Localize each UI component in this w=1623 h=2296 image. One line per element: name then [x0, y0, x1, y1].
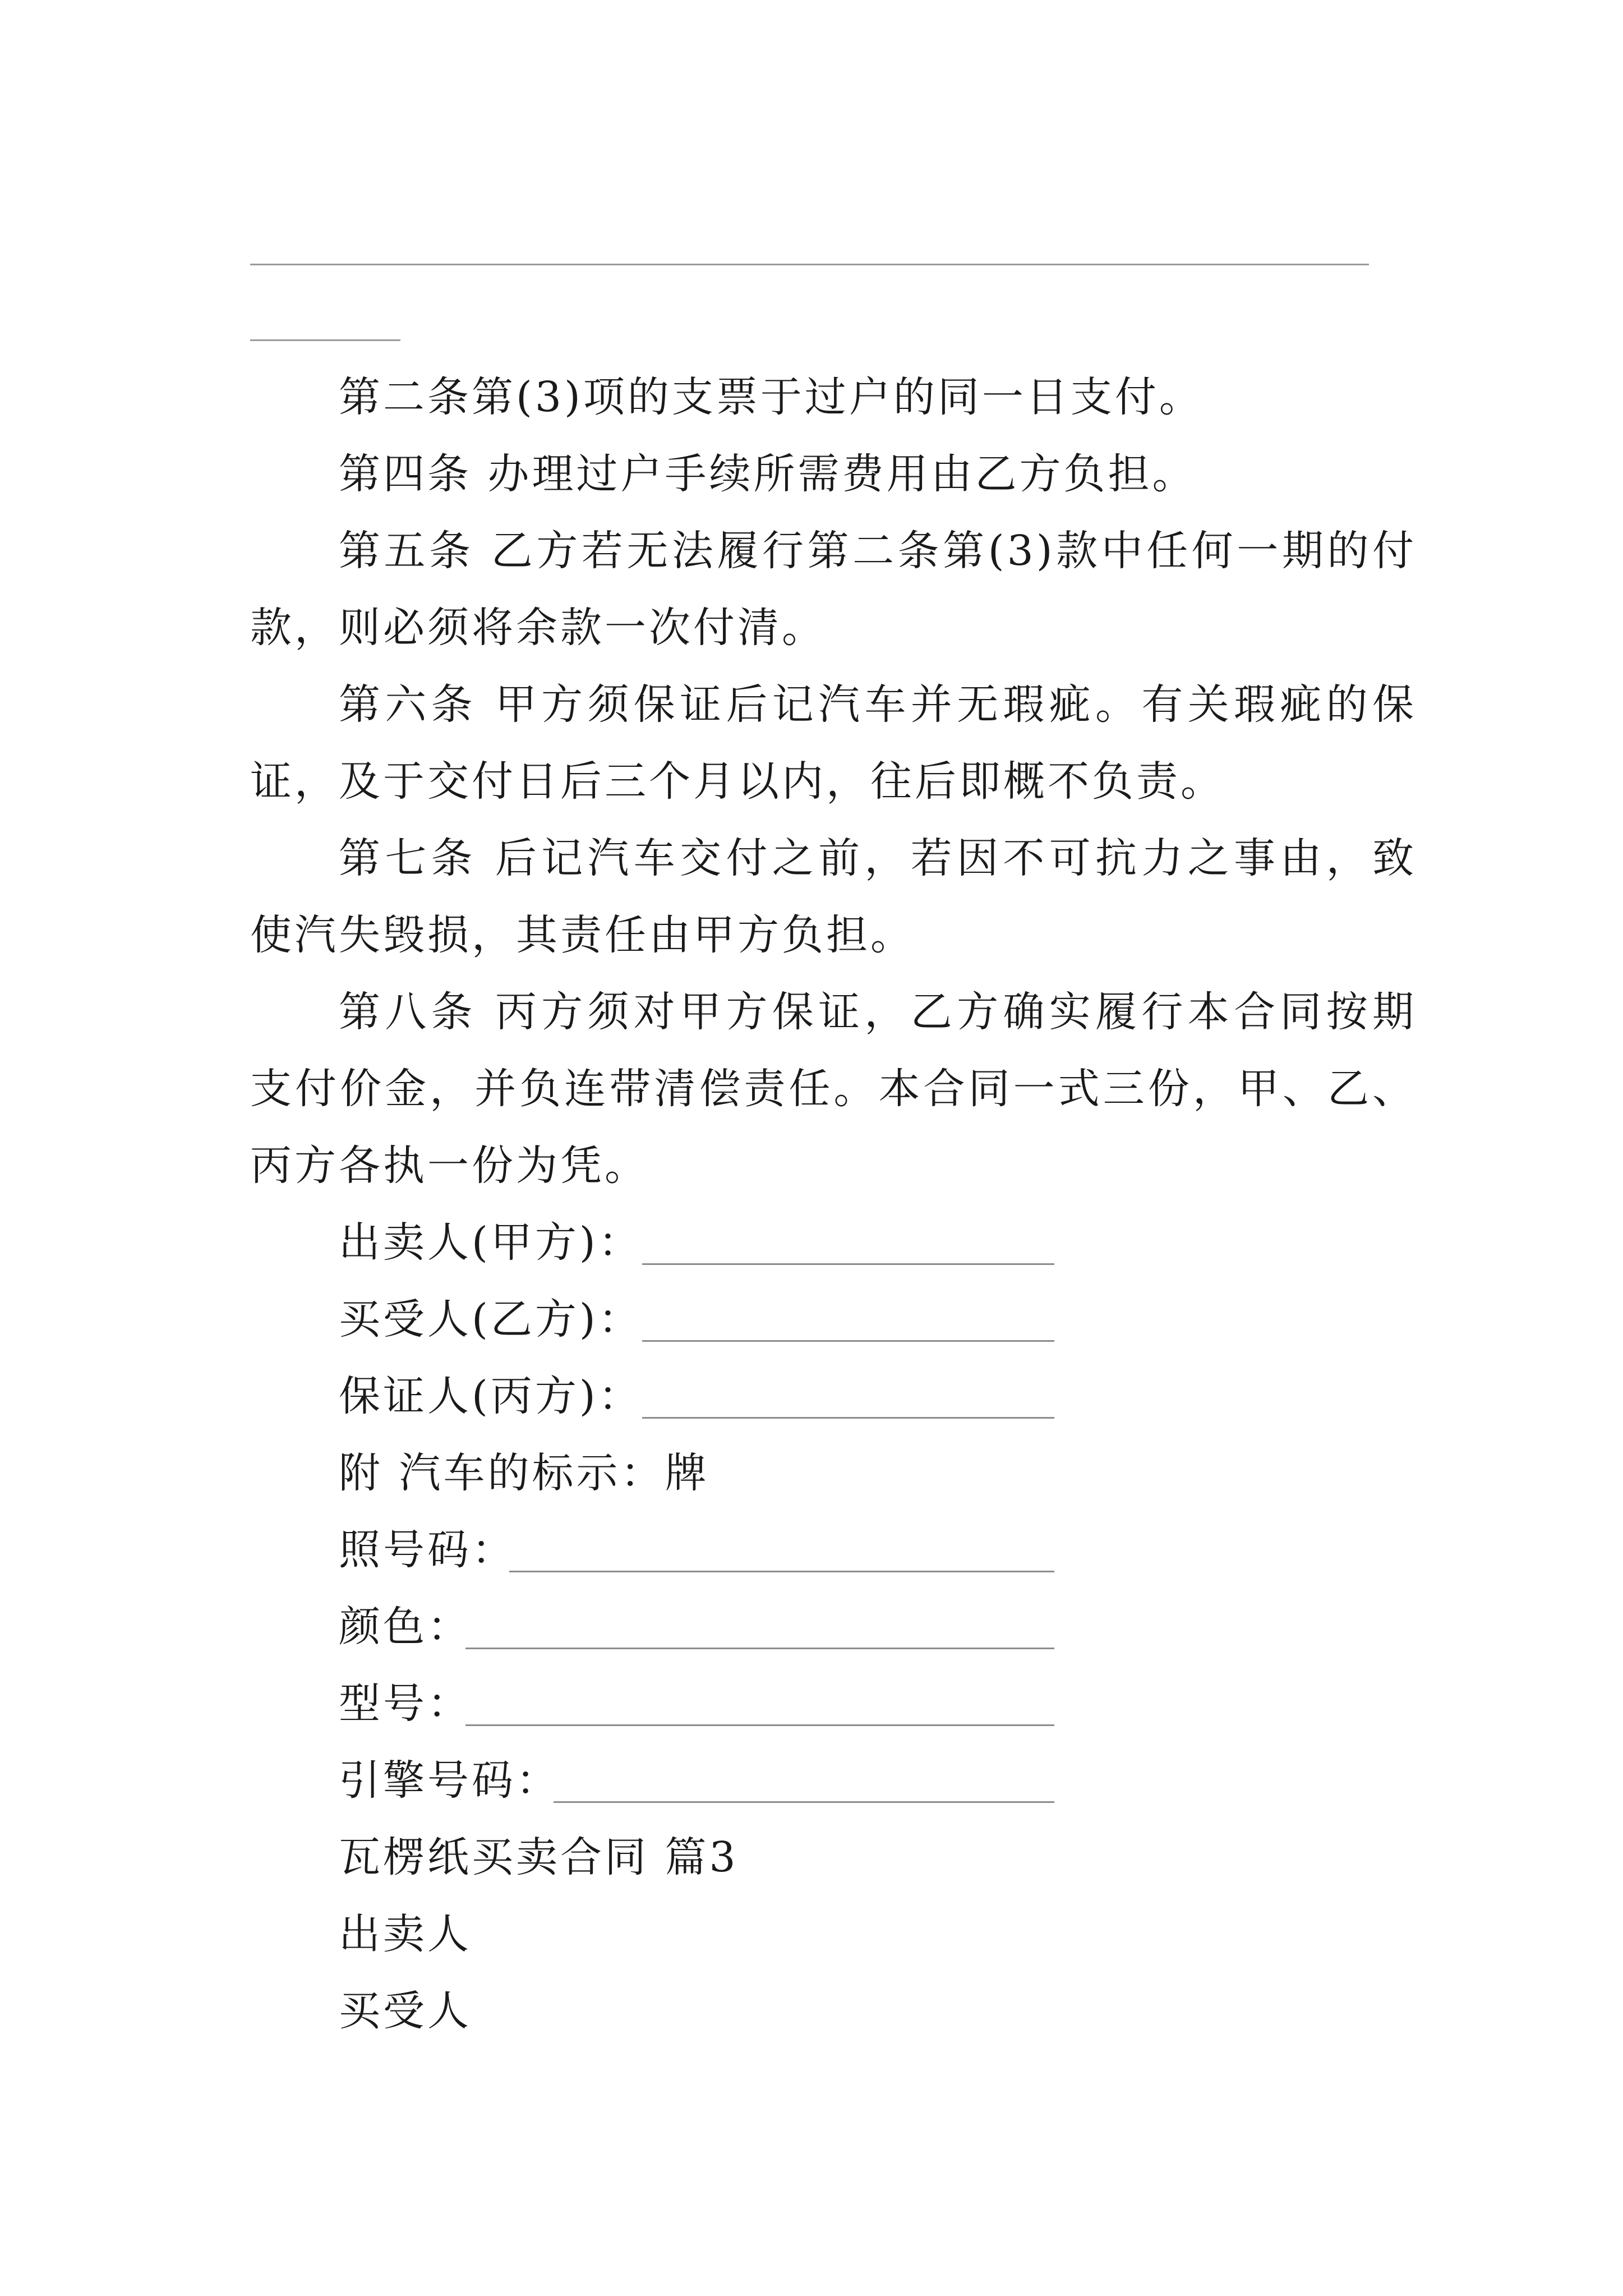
guarantor-signature-label: 保证人(丙方)：: [339, 1372, 643, 1420]
top-divider-line: [250, 264, 1369, 265]
seller-label: 出卖人: [339, 1910, 472, 1958]
clause-paragraph: 第七条 后记汽车交付之前，若因不可抗力之事由，致使汽失毁损，其责任由甲方负担。: [250, 834, 1417, 959]
color-field[interactable]: [465, 1648, 1054, 1649]
plate-number-field[interactable]: [509, 1571, 1054, 1572]
seller-signature-field[interactable]: [642, 1263, 1054, 1265]
section-title: 瓦楞纸买卖合同 篇3: [339, 1833, 739, 1881]
buyer-signature-field[interactable]: [642, 1340, 1054, 1342]
clause-paragraph: 第八条 丙方须对甲方保证，乙方确实履行本合同按期支付价金，并负连带清偿责任。本合同一式三份，甲、乙、丙方各执一份为凭。: [250, 988, 1417, 1190]
color-label: 颜色：: [339, 1603, 472, 1651]
guarantor-signature-field[interactable]: [642, 1417, 1054, 1419]
clause-paragraph: 第四条 办理过户手续所需费用由乙方负担。: [339, 450, 1197, 498]
model-label: 型号：: [339, 1680, 472, 1728]
clause-paragraph: 第二条第(3)项的支票于过户的同一日支付。: [339, 373, 1204, 421]
engine-number-label: 引擎号码：: [339, 1756, 560, 1805]
seller-signature-label: 出卖人(甲方)：: [339, 1218, 643, 1267]
buyer-label: 买受人: [339, 1987, 472, 2035]
engine-number-field[interactable]: [554, 1801, 1054, 1803]
model-field[interactable]: [465, 1724, 1054, 1726]
plate-number-label: 照号码：: [339, 1526, 516, 1574]
appendix-heading: 附 汽车的标示：牌: [339, 1449, 709, 1497]
clause-paragraph: 第六条 甲方须保证后记汽车并无瑕疵。有关瑕疵的保证，及于交付日后三个月以内，往后即概不负责。: [250, 680, 1417, 806]
clause-paragraph: 第五条 乙方若无法履行第二条第(3)款中任何一期的付款，则必须将余款一次付清。: [250, 527, 1417, 652]
top-divider-short-line: [250, 339, 400, 341]
buyer-signature-label: 买受人(乙方)：: [339, 1295, 643, 1343]
